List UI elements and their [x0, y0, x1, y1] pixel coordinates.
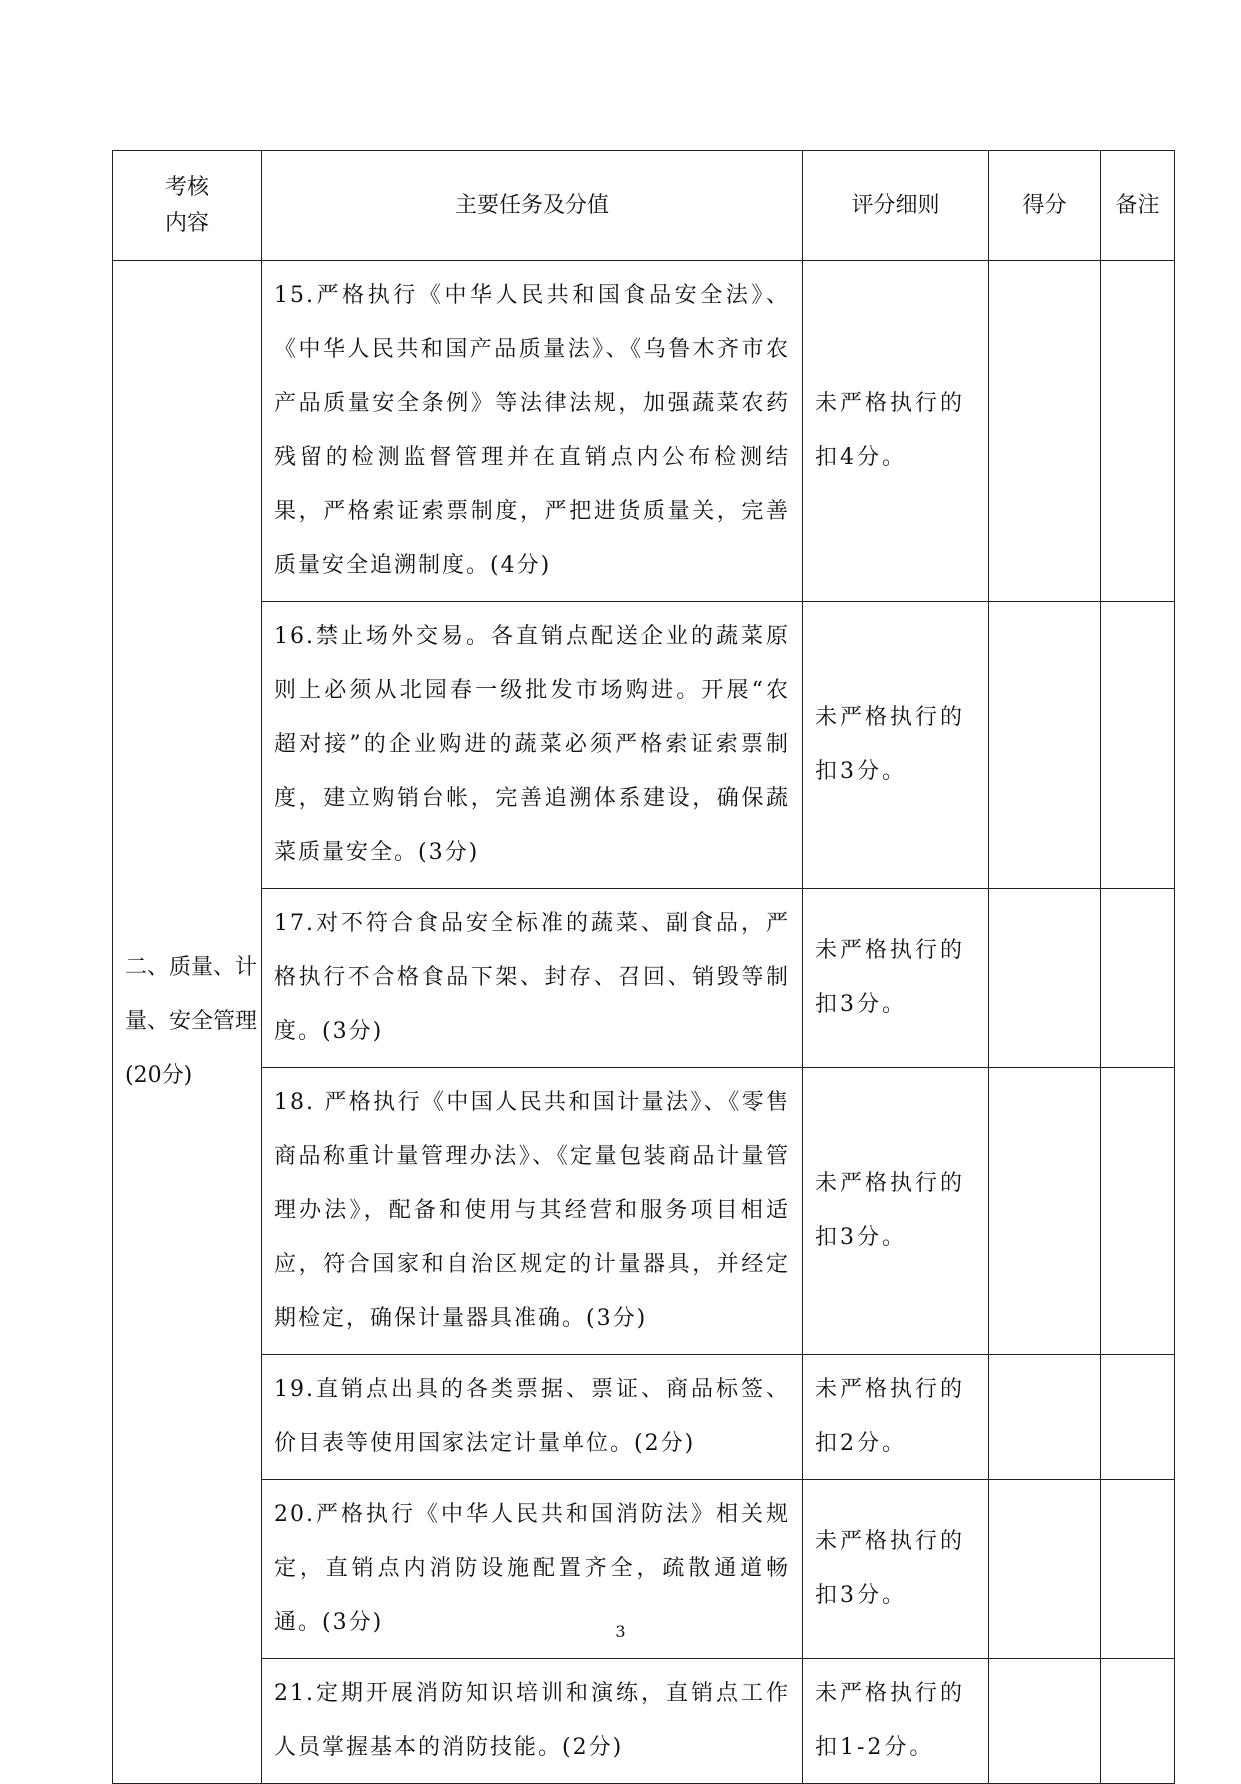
task-cell: 20.严格执行《中华人民共和国消防法》相关规定，直销点内消防设施配置齐全，疏散通道畅通。(3分) — [262, 1480, 803, 1659]
rule-cell: 未严格执行的扣1-2分。 — [803, 1659, 989, 1784]
remark-cell — [1101, 602, 1175, 889]
score-cell — [989, 1068, 1101, 1355]
table-row — [113, 261, 1175, 602]
score-cell — [989, 1355, 1101, 1480]
table-row — [113, 1355, 1175, 1480]
header-rules: 评分细则 — [803, 151, 989, 261]
task-cell: 16.禁止场外交易。各直销点配送企业的蔬菜原则上必须从北园春一级批发市场购进。开展“农超对接”的企业购进的蔬菜必须严格索证索票制度，建立购销台帐，完善追溯体系建设，确保蔬菜质量安全。(3分) — [262, 602, 803, 889]
remark-cell — [1101, 1355, 1175, 1480]
rule-cell: 未严格执行的扣3分。 — [803, 1068, 989, 1355]
task-cell: 15.严格执行《中华人民共和国食品安全法》、《中华人民共和国产品质量法》、《乌鲁木齐市农产品质量安全条例》等法律法规，加强蔬菜农药残留的检测监督管理并在直销点内公布检测结果，严格索证索票制度，严把进货质量关，完善质量安全追溯制度。(4分) — [262, 261, 803, 602]
score-cell — [989, 889, 1101, 1068]
remark-cell — [1101, 889, 1175, 1068]
remark-cell — [1101, 261, 1175, 602]
header-category-line2: 内容 — [164, 210, 209, 236]
rule-cell: 未严格执行的扣3分。 — [803, 602, 989, 889]
rule-cell: 未严格执行的扣3分。 — [803, 1480, 989, 1659]
assessment-table — [112, 150, 1175, 1784]
table-row — [113, 602, 1175, 889]
task-cell: 18. 严格执行《中国人民共和国计量法》、《零售商品称重计量管理办法》、《定量包装商品计量管理办法》，配备和使用与其经营和服务项目相适应，符合国家和自治区规定的计量器具，并经定期检定，确保计量器具准确。(3分) — [262, 1068, 803, 1355]
rule-cell: 未严格执行的扣4分。 — [803, 261, 989, 602]
header-tasks: 主要任务及分值 — [262, 151, 803, 261]
page-number: 3 — [615, 1622, 626, 1641]
score-cell — [989, 1659, 1101, 1784]
remark-cell — [1101, 1068, 1175, 1355]
remark-cell — [1101, 1659, 1175, 1784]
score-cell — [989, 261, 1101, 602]
task-cell: 19.直销点出具的各类票据、票证、商品标签、价目表等使用国家法定计量单位。(2分) — [262, 1355, 803, 1480]
task-cell: 21.定期开展消防知识培训和演练，直销点工作人员掌握基本的消防技能。(2分) — [262, 1659, 803, 1784]
table-row — [113, 1068, 1175, 1355]
table-row — [113, 889, 1175, 1068]
category-cell: 二、质量、计量、安全管理(20分) — [113, 261, 262, 1784]
score-cell — [989, 602, 1101, 889]
rule-cell: 未严格执行的扣2分。 — [803, 1355, 989, 1480]
header-category — [113, 151, 262, 261]
header-remarks: 备注 — [1101, 151, 1175, 261]
header-score: 得分 — [989, 151, 1101, 261]
header-category-line1: 考核 — [164, 174, 209, 200]
rule-cell: 未严格执行的扣3分。 — [803, 889, 989, 1068]
table-row — [113, 1659, 1175, 1784]
task-cell: 17.对不符合食品安全标准的蔬菜、副食品，严格执行不合格食品下架、封存、召回、销毁等制度。(3分) — [262, 889, 803, 1068]
header-row — [113, 151, 1175, 261]
